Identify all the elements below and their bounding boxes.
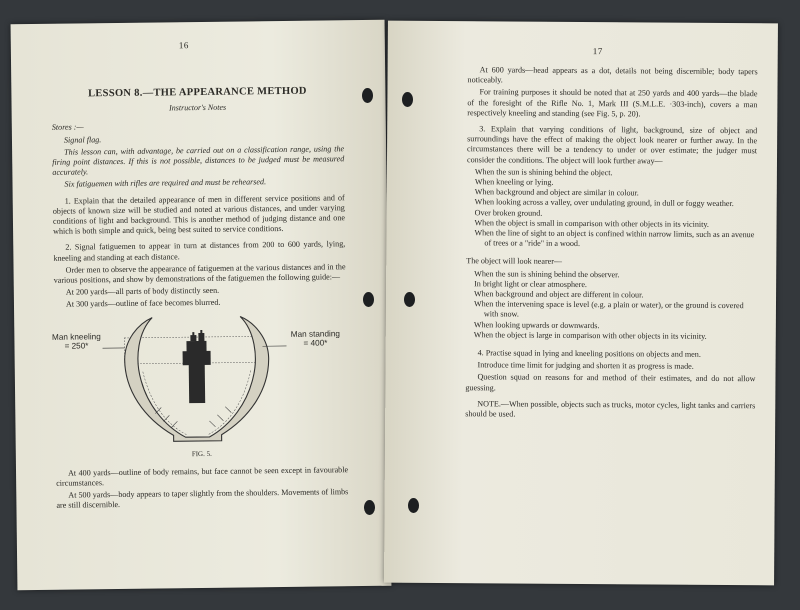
guide-500-yards: At 500 yards—body appears to taper slightly from the shoulders. Movements of limbs are still discernible. xyxy=(56,487,349,511)
list-item: When kneeling or lying. xyxy=(474,177,554,187)
stores-heading: Stores :— xyxy=(51,122,84,133)
paragraph-2: 2. Signal fatiguemen to appear in turn at distances from 200 to 600 yards, lying, kneeling and standing at each distance. xyxy=(53,239,346,263)
guide-400-yards: At 400 yards—outline of body remains, but face cannot be seen except in favourable circumstances. xyxy=(56,465,349,488)
nearer-list xyxy=(474,269,756,342)
binding-hole xyxy=(408,498,419,513)
paragraph-3: 3. Explain that varying conditions of light, background, size of object and surroundings have the effect of making the object look nearer or further away. In the circumstances there will be a tendency to under or over estimate; the judger must consider the conditions. The object will look further away— xyxy=(466,124,758,166)
label-man-kneeling-text: Man kneeling xyxy=(51,331,101,342)
left-page-content xyxy=(51,86,348,513)
paragraph-4c: Question squad on reasons for and method of their estimates, and do not allow guessing. xyxy=(465,372,756,393)
binding-hole xyxy=(362,88,373,103)
paragraph-4b: Introduce time limit for judging and shorten it as progress is made. xyxy=(477,360,694,372)
list-item: When the intervening space is level (e.g. a plain or water), or the ground is covered with snow. xyxy=(473,299,744,320)
stores-item: Signal flag. xyxy=(63,134,102,145)
list-item: In bright light or clear atmosphere. xyxy=(474,279,587,289)
label-man-kneeling-range: = 250* xyxy=(64,341,89,351)
lesson-note-1: This lesson can, with advantage, be carried out on a classification range, using the firing point distances. If this is not possible, distances to be judged must be measured accurately. xyxy=(52,144,345,178)
guide-300-yards: At 300 yards—outline of face becomes blurred. xyxy=(65,298,221,310)
list-item: Over broken ground. xyxy=(474,207,543,218)
figure-caption: FIG. 5. xyxy=(191,449,212,458)
list-item: When the line of sight to an object is confined within narrow limits, such as an avenue of trees or a "ride" in a wood. xyxy=(474,228,755,249)
list-item: When looking across a valley, over undulating ground, in dull or foggy weather. xyxy=(474,197,734,209)
list-item: When the sun is shining behind the observer. xyxy=(474,268,620,279)
paragraph-2b: Order men to observe the appearance of fatiguemen at the various distances and in the various positions, and show by demonstrations of the fatiguemen the following guide:— xyxy=(53,262,346,285)
further-away-list xyxy=(474,167,757,251)
nearer-heading: The object will look nearer— xyxy=(466,256,563,267)
list-item: When background and object are different in colour. xyxy=(474,289,644,300)
label-man-standing-range: = 400* xyxy=(303,338,328,348)
binding-hole xyxy=(364,500,375,515)
list-item: When background and object are similar in colour. xyxy=(474,187,639,198)
paragraph-4: 4. Practise squad in lying and kneeling positions on objects and men. xyxy=(477,348,701,359)
list-item: When the object is large in comparison with other objects in its vicinity. xyxy=(473,330,707,341)
list-item: When the sun is shining behind the object. xyxy=(474,167,613,178)
lesson-subtitle: Instructor's Notes xyxy=(169,102,227,113)
binding-hole xyxy=(363,292,374,307)
guide-200-yards: At 200 yards—all parts of body distinctly seen. xyxy=(65,286,220,297)
lesson-title: LESSON 8.—THE APPEARANCE METHOD xyxy=(87,85,307,100)
left-page xyxy=(11,20,392,591)
right-page xyxy=(384,21,778,586)
lesson-note-2: Six fatiguemen with rifles are required and must be rehearsed. xyxy=(64,177,267,190)
page-number-left: 16 xyxy=(178,40,189,51)
paragraph-1: 1. Explain that the detailed appearance of men in different service positions and of objects of known size will be studied and noted at various distances, and under varying conditions of light and background. This is another method of judging distance and one which is both simple and quick, being best suited to service conditions. xyxy=(52,192,345,237)
label-man-standing-text: Man standing xyxy=(290,328,340,339)
binding-hole xyxy=(404,292,415,307)
list-item: When the object is small in comparison with other objects in its vicinity. xyxy=(474,218,709,229)
foresight-figure xyxy=(51,311,348,449)
closing-note: NOTE.—When possible, objects such as trucks, motor cycles, light tanks and carriers should be used. xyxy=(465,399,756,419)
training-note: For training purposes it should be noted that at 250 yards and 400 yards—the blade of the foresight of the Rifle No. 1, Mark III (S.M.L.E. ·303-inch), covers a man respectively kneeling and standing (see Fig. 5, p. 20). xyxy=(467,87,758,119)
binding-hole xyxy=(402,92,413,107)
list-item: When looking upwards or downwards. xyxy=(473,319,600,330)
label-man-kneeling xyxy=(42,332,110,351)
label-man-standing xyxy=(280,329,350,348)
guide-600-yards: At 600 yards—head appears as a dot, details not being discernible; body tapers noticeably. xyxy=(467,65,758,85)
right-page-content xyxy=(465,65,757,423)
page-number-right: 17 xyxy=(592,46,603,57)
